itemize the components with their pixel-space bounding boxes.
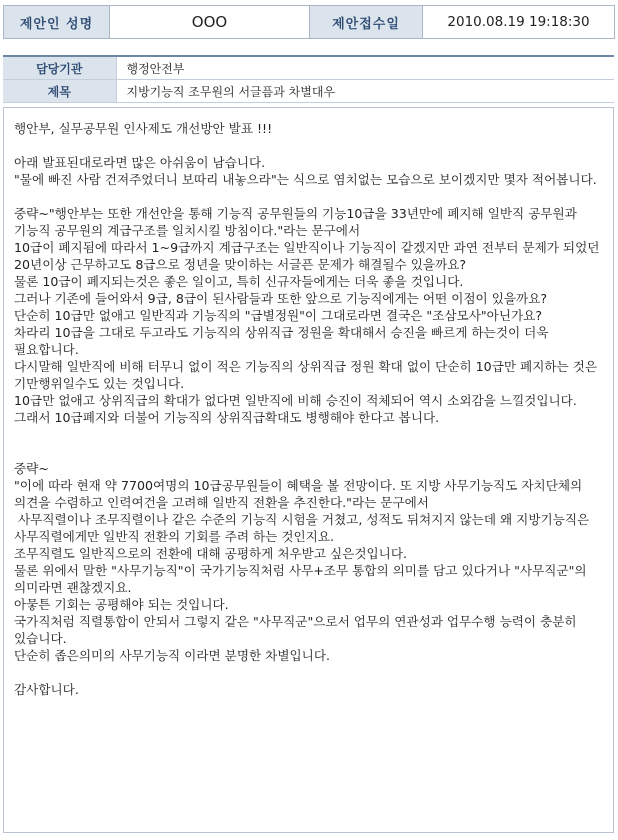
body-paragraph: 사무직렬이나 조무직렬이나 같은 수준의 기능직 시험을 거쳤고, 성적도 뒤쳐지지 않는데 왜 지방기능직은 사무직렬에게만 일반직 전환의 기회를 주려 하는 것인지요. <box>14 512 594 544</box>
body-paragraph: 감사합니다. <box>14 682 79 697</box>
submission-date-label: 제안접수일 <box>310 6 423 39</box>
body-paragraph: 행안부, 실무공무원 인사제도 개선방안 발표 !!! <box>14 121 273 136</box>
body-paragraph: 물론 위에서 말한 "사무기능직"이 국가기능직처럼 사무+조무 통합의 의미를 담고 있다거나 "사무직군"의 의미라면 괜찮겠지요. <box>14 563 591 595</box>
agency-label: 담당기관 <box>3 57 116 80</box>
body-paragraph: 아래 발표된대로라면 많은 아쉬움이 남습니다. <box>14 155 266 170</box>
proposer-name-label: 제안인 성명 <box>4 6 110 39</box>
blank-line <box>14 188 603 205</box>
body-paragraph: 단순히 좁은의미의 사무기능직 이라면 분명한 차별입니다. <box>14 648 330 663</box>
body-paragraph: 다시말해 일반직에 비해 터무니 없이 적은 기능직의 상위직급 정원 확대 없이 단순히 10급만 폐지하는 것은 기만행위일수도 있는 것입니다. <box>14 359 602 391</box>
agency-value: 행정안전부 <box>116 57 614 80</box>
proposal-info-table <box>3 57 614 103</box>
proposal-body <box>3 107 614 833</box>
title-label: 제목 <box>3 80 116 103</box>
title-value: 지방기능직 조무원의 서글픔과 차별대우 <box>116 80 614 103</box>
body-paragraph: 단순히 10급만 없애고 일반직과 기능직의 "급별정원"이 그대로라면 결국은 "조삼모사"아닌가요? <box>14 308 543 323</box>
body-paragraph: 그러나 기존에 들어와서 9급, 8급이 된사람들과 또한 앞으로 기능직에게는 어떤 이점이 있을까요? <box>14 291 548 306</box>
body-paragraph: 중략~"행안부는 또한 개선안을 통해 기능직 공무원들의 기능10급을 33년만에 폐지해 일반직 공무원과 기능직 공무원의 계급구조를 일치시킬 방침이다."라는 문구에서 <box>14 206 581 238</box>
body-paragraph: 국가직처럼 직렬통합이 안되서 그렇지 같은 "사무직군"으로서 업무의 연관성과 업무수행 능력이 충분히 있습니다. <box>14 614 581 646</box>
proposer-name-value: OOO <box>110 6 310 39</box>
proposal-header-table <box>3 5 615 39</box>
blank-line <box>14 137 603 154</box>
proposal-body-text <box>14 120 603 698</box>
blank-line <box>14 426 603 443</box>
blank-line <box>14 664 603 681</box>
body-paragraph: 중략~ <box>14 461 49 476</box>
body-paragraph: 10급만 없애고 상위직급의 확대가 없다면 일반직에 비해 승진이 적체되어 역시 소외감을 느낄것입니다. <box>14 393 577 408</box>
blank-line <box>14 443 603 460</box>
body-paragraph: 10급이 폐지됨에 따라서 1~9급까지 계급구조는 일반직이나 기능직이 같겠지만 과연 전부터 문제가 되었던 20년이상 근무하고도 8급으로 정년을 맞이하는 서글픈 문제가 해결될수 있을까요? <box>14 240 604 272</box>
body-paragraph: 그래서 10급폐지와 더불어 기능직의 상위직급확대도 병행해야 한다고 봅니다. <box>14 410 440 425</box>
body-paragraph: "이에 따라 현재 약 7700여명의 10급공무원들이 혜택을 볼 전망이다. 또 지방 사무기능직도 자치단체의 의견을 수렴하고 인력여건을 고려해 일반직 전환을 추진한다."라는 문구에서 <box>14 478 587 510</box>
body-paragraph: 아뭏튼 기회는 공평해야 되는 것입니다. <box>14 597 229 612</box>
submission-date-value: 2010.08.19 19:18:30 <box>423 6 615 39</box>
body-paragraph: "물에 빠진 사람 건져주었더니 보따리 내놓으라"는 식으로 염치없는 모습으로 보이겠지만 몇자 적어봅니다. <box>14 172 597 187</box>
body-paragraph: 차라리 10급을 그대로 두고라도 기능직의 상위직급 정원을 확대해서 승진을 빠르게 하는것이 더욱 필요합니다. <box>14 325 553 357</box>
body-paragraph: 조무직렬도 일반직으로의 전환에 대해 공평하게 처우받고 싶은것입니다. <box>14 546 407 561</box>
body-paragraph: 물론 10급이 폐지되는것은 좋은 일이고, 특히 신규자들에게는 더욱 좋을 것입니다. <box>14 274 464 289</box>
